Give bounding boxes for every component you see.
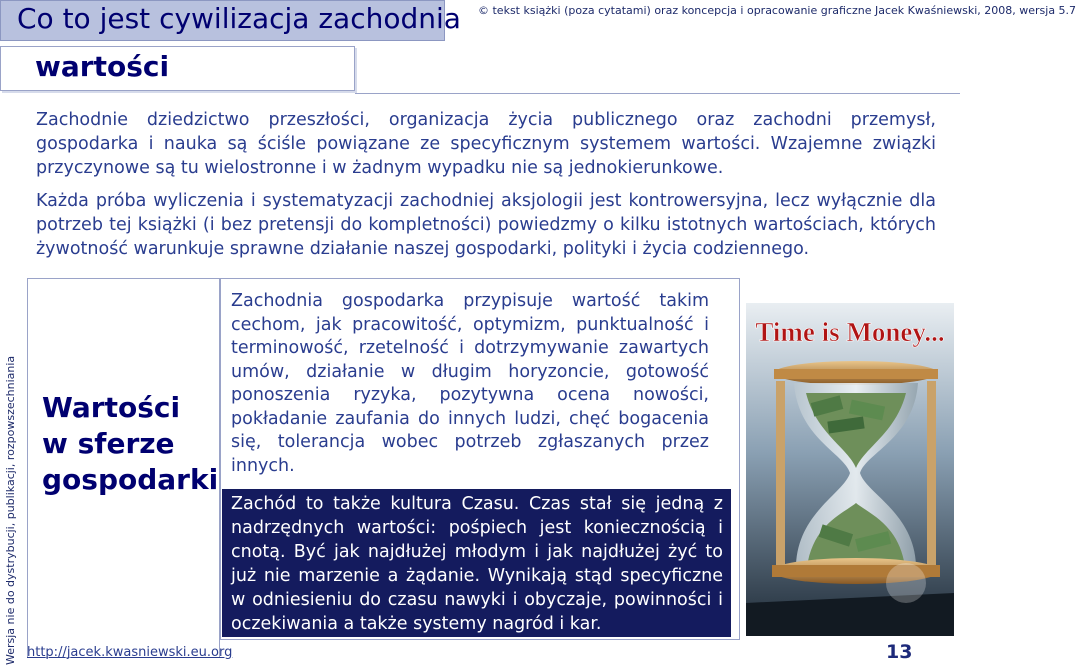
- page-number: 13: [886, 641, 913, 663]
- time-is-money-image: [746, 303, 954, 636]
- section-subtitle: wartości: [35, 50, 170, 83]
- intro-paragraph-2: Każda próba wyliczenia i systematyzacji zachodniej aksjologii jest kontrowersyjna, lecz wyłącznie dla potrzeb tej książki (i bez pretensji do kompletności) powiedzmy o kilku istotnych wartościach, których żywotność warunkuje sprawne działanie naszej gospodarki, polityki i życia codziennego.: [36, 191, 936, 259]
- website-link[interactable]: http://jacek.kwasniewski.eu.org: [27, 645, 233, 660]
- copyright-notice: © tekst książki (poza cytatami) oraz koncepcja i opracowanie graficzne Jacek Kwaśniewski, 2008, wersja 5.7: [478, 4, 1076, 17]
- image-caption: Time is Money...: [755, 317, 945, 347]
- page-title: Co to jest cywilizacja zachodnia: [17, 2, 461, 35]
- section-card-title: Wartości w sferze gospodarki: [42, 391, 219, 496]
- intro-paragraph-1: Zachodnie dziedzictwo przeszłości, organizacja życia publicznego oraz zachodni przemysł, gospodarka i nauka są ściśle powiązane ze specyficznym systemem wartości. Wzajemne związki przyczynowe są tu wielostronne i w żadnym wypadku nie są jednokierunkowe.: [36, 110, 936, 178]
- economy-paragraph: Zachodnia gospodarka przypisuje wartość takim cechom, jak pracowitość, optymizm, punktualność i terminowość, rzetelność i dotrzymywanie zawartych umów, działanie w długim horyzoncie, gotowość ponoszenia ryzyka, pozytywna ocena nowości, pokładanie zaufania do innych ludzi, chęć bogacenia się, tolerancja wobec potrzeb zgłaszanych przez innych.: [231, 291, 709, 476]
- divider-line: [355, 93, 960, 94]
- time-culture-paragraph: Zachód to także kultura Czasu. Czas stał się jedną z nadrzędnych wartości: pośpiech jest koniecznością i cnotą. Być jak najdłużej młodym i jak najdłużej żyć to już nie marzenie a żądanie. Wynikają stąd specyficzne w odniesieniu do czasu nawyki i obyczaje, powinności i oczekiwania a także systemy nagród i kar.: [231, 494, 723, 634]
- distribution-note: Wersja nie do dystrybucji, publikacji, rozpowszechniania: [4, 355, 17, 665]
- hourglass-illustration: [746, 303, 954, 636]
